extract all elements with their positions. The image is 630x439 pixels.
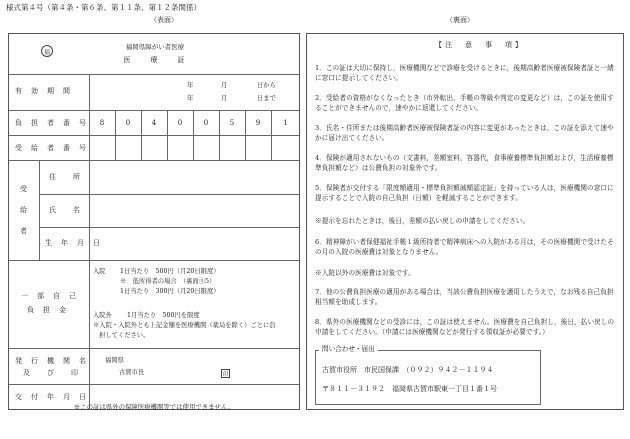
payer-digit: 0: [177, 119, 183, 127]
validity-row: [9, 74, 299, 110]
outpatient-rate: 1月当たり 500円を限度: [127, 312, 200, 319]
validity-from-year: 年: [187, 82, 194, 89]
inpatient-rate-box: [114, 263, 220, 297]
outpatient-label: 入院外: [93, 312, 112, 319]
payer-number-label: 負 担 者 番 号: [15, 119, 87, 127]
copay-label: 負 担 金: [27, 306, 67, 314]
low-income-rate: 1日当たり 300円（月20日限度）: [120, 288, 220, 295]
issuer-mark-icon: 福: [41, 45, 53, 57]
issuer-row: [9, 348, 299, 384]
note-item: ※入院以外の医療費は対象です。: [315, 269, 415, 277]
issuer-label: 及 び 印: [23, 369, 79, 377]
note-item: 2．受給者の資格がなくなったとき（市外転出，手帳の等級や判定の変更など）は，この証を使用することができませんので，速やかに返還してください。: [315, 94, 614, 113]
contact-header: 問い合わせ・届出: [319, 346, 378, 353]
note-item: 8．県外の医療機関などの受診には，この証は使えません。医療費を自己負担し，後日，払い戻しの申請をしてください。（申請には医療機関などが発行する領収証が必要です。）: [315, 318, 615, 337]
copay-label: 一 部 自 己: [21, 292, 77, 300]
front-side-label: （表面）: [150, 16, 178, 24]
recipient-block: [9, 160, 299, 260]
issuer-org: 福岡県: [105, 357, 124, 364]
contact-phone: 古賀市役所 市民国保課 （０９２）９４２－１１９４: [322, 366, 494, 374]
recipient-number-label: 受 給 者 番 号: [15, 144, 87, 152]
payer-digit: 0: [203, 119, 209, 127]
validity-to-year: 年: [187, 95, 194, 102]
low-income-note: ※ 低所得者の場合 （裏面⑤5）: [120, 278, 216, 285]
issuer-label: 発 行 機 関 名: [15, 357, 87, 365]
note-item: 7．他の公費負担医療の適用がある場合は，当該公費負担医療を適用したうえで，なお残る自己負担相当額を助成します。: [315, 288, 614, 307]
recipient-side-char: 受: [20, 185, 28, 193]
copay-note: 担してください。: [99, 332, 150, 339]
payer-number-row: [9, 110, 299, 135]
copay-note: ※入院・入院外とも上記金額を医療機関（薬局を除く）ごとに負: [93, 322, 276, 329]
notes-title: 【注 意 事 項】: [435, 41, 525, 49]
validity-to-day: 日まで: [257, 95, 276, 102]
payer-digit: 8: [99, 119, 105, 127]
recipient-number-row: [9, 135, 299, 160]
certificate-title: 医 療 証: [123, 56, 187, 64]
payer-digit: 4: [151, 119, 157, 127]
back-card: [306, 33, 624, 410]
inpatient-label: 入院: [93, 268, 106, 275]
note-item: 1．この証は大切に保持し，医療機関などで診療を受けるときに，後期高齢者医療被保険者証と一緒に窓口に提示してください。: [315, 64, 614, 83]
note-item: 4．保険が適用されないもの（文書料，差額室料，容器代，食事療養標準負担額および，生活療養標準負担額など）は公費負担の対象外です。: [315, 154, 614, 173]
issuer-title: 福岡県障がい者医療: [125, 43, 185, 51]
note-item: ※提示を忘れたときは，後日，差額の払い戻しの申請をしてください。: [315, 217, 530, 225]
front-card: [8, 33, 300, 410]
official-seal-icon: 印: [221, 369, 230, 378]
payer-digit: 1: [283, 119, 288, 127]
payer-digit: 0: [125, 119, 131, 127]
validity-label: 有 効 期 間: [15, 87, 71, 95]
form-number: 様式第４号（第４条・第６条、第１１条、第１２条関係）: [6, 3, 201, 12]
front-footnote: ※この証は県外の保険医療機関等では使用できません。: [73, 403, 235, 411]
recipient-side-char: 者: [20, 227, 28, 235]
issuer-mayor: 古賀市長: [119, 369, 145, 376]
inpatient-rate: 1日当たり 500円（月20日限度）: [120, 268, 220, 275]
note-item: 6．精神障がい者保健福祉手帳１級所持者で精神病床への入院がある月は，その医療機関で受けたその月の入院の医療費は対象となりません。: [315, 238, 614, 257]
validity-from-day: 日から: [257, 82, 276, 89]
validity-to-month: 月: [221, 95, 228, 102]
copay-block: [9, 260, 299, 348]
birth-date-label: 生 年 月 日: [45, 239, 101, 247]
contact-box: [315, 350, 541, 405]
payer-digit: 5: [229, 119, 235, 127]
note-item: 5．保険者が交付する「限度額適用・標準負担額減額認定証」を持っている人は，医療機関の窓口に提示することで入院の自己負担（日額）を軽減することができます。: [315, 184, 614, 203]
validity-from-month: 月: [221, 82, 228, 89]
address-label: 住 所: [49, 173, 81, 181]
contact-address: 〒８１１－３１９２ 福岡県古賀市駅東一丁目１番１号: [322, 385, 497, 393]
issue-date-label: 交 付 年 月 日: [15, 393, 87, 401]
name-label: 氏 名: [49, 206, 81, 214]
recipient-side-char: 給: [20, 206, 28, 214]
payer-digit: 9: [255, 119, 261, 127]
back-side-label: （裏面）: [446, 16, 474, 24]
note-item: 3．氏名・住所または後期高齢者医療被保険者証の内容に変更があったときは，この証を添えて速やかに届け出てください。: [315, 124, 614, 143]
